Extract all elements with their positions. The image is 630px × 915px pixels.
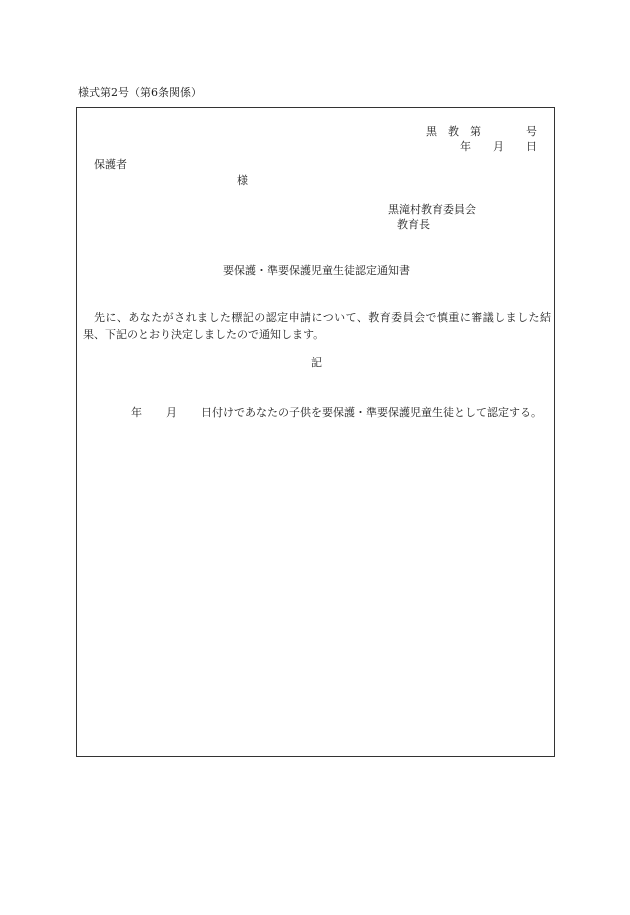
recipient-honorific: 様: [237, 174, 248, 187]
recipient-label: 保護者: [94, 158, 127, 171]
issuer-organization: 黒滝村教育委員会: [388, 203, 476, 216]
certification-paragraph: [83, 404, 551, 421]
document-number-prefix-1: 黒: [426, 125, 437, 138]
issue-date-year: 年: [460, 140, 471, 153]
issue-date-month: 月: [493, 140, 504, 153]
document-number-prefix-3: 第: [470, 125, 481, 138]
ki-heading: 記: [311, 356, 322, 369]
certification-year: 年: [131, 406, 142, 419]
document-number-suffix: 号: [526, 125, 537, 138]
issuer-title: 教育長: [397, 218, 430, 231]
form-number-label: 様式第2号（第6条関係）: [78, 86, 202, 99]
issue-date-day: 日: [526, 140, 537, 153]
certification-month: 月: [166, 406, 177, 419]
document-title: 要保護・準要保護児童生徒認定通知書: [223, 264, 410, 277]
notice-frame: [76, 107, 555, 757]
body-paragraph: 先に、あなたがされました標記の認定申請について、教育委員会で慎重に審議しました結果、下記のとおり決定しましたので通知します。: [83, 311, 551, 341]
document-number: [426, 126, 537, 137]
issue-date: [460, 141, 537, 152]
document-number-prefix-2: 教: [448, 125, 459, 138]
certification-text: 日付けであなたの子供を要保護・準要保護児童生徒として認定する。: [201, 406, 542, 419]
